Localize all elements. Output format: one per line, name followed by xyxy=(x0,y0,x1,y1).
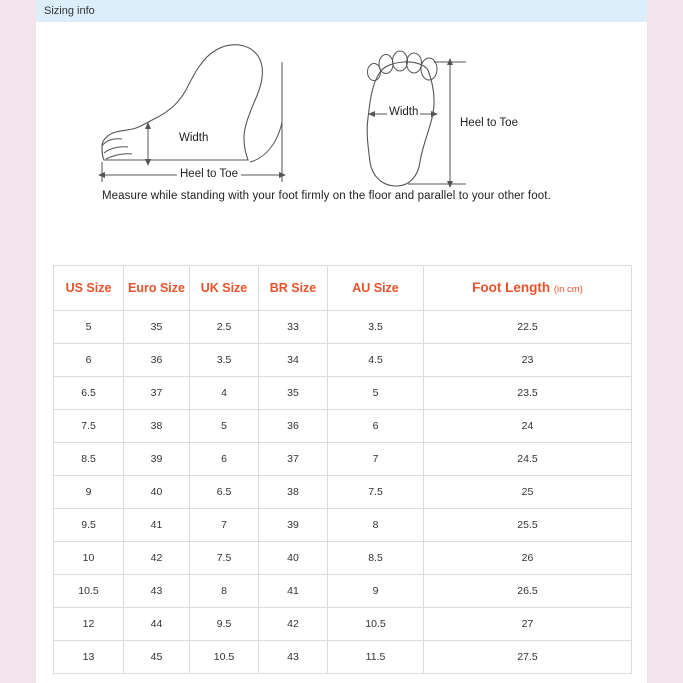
table-cell: 10 xyxy=(54,542,124,575)
table-cell: 24 xyxy=(424,410,632,443)
table-row xyxy=(54,410,632,443)
table-row xyxy=(54,476,632,509)
diagram-svg xyxy=(36,22,647,244)
table-cell: 8.5 xyxy=(54,443,124,476)
table-cell: 3.5 xyxy=(328,311,424,344)
table-cell: 39 xyxy=(259,509,328,542)
table-cell: 42 xyxy=(124,542,190,575)
table-cell: 7.5 xyxy=(328,476,424,509)
table-cell: 41 xyxy=(124,509,190,542)
size-chart-table xyxy=(53,265,632,674)
table-cell: 37 xyxy=(259,443,328,476)
table-cell: 11.5 xyxy=(328,641,424,674)
table-cell: 9.5 xyxy=(54,509,124,542)
table-header-row xyxy=(54,266,632,311)
table-cell: 26.5 xyxy=(424,575,632,608)
table-cell: 5 xyxy=(328,377,424,410)
size-chart-container xyxy=(53,265,631,674)
column-header-au-size: AU Size xyxy=(328,266,424,311)
table-cell: 38 xyxy=(259,476,328,509)
table-cell: 8 xyxy=(328,509,424,542)
table-cell: 4.5 xyxy=(328,344,424,377)
column-header-foot-length xyxy=(424,266,632,311)
table-body xyxy=(54,311,632,674)
table-cell: 36 xyxy=(124,344,190,377)
table-cell: 36 xyxy=(259,410,328,443)
table-cell: 44 xyxy=(124,608,190,641)
table-cell: 40 xyxy=(259,542,328,575)
table-cell: 6.5 xyxy=(190,476,259,509)
table-cell: 27.5 xyxy=(424,641,632,674)
table-cell: 9.5 xyxy=(190,608,259,641)
table-cell: 34 xyxy=(259,344,328,377)
table-cell: 41 xyxy=(259,575,328,608)
table-cell: 35 xyxy=(124,311,190,344)
column-header-euro-size: Euro Size xyxy=(124,266,190,311)
table-cell: 7 xyxy=(190,509,259,542)
measurement-instructions: Measure while standing with your foot firmly on the floor and parallel to your other foot. xyxy=(102,190,551,202)
sizing-info-header xyxy=(36,0,647,22)
table-row xyxy=(54,443,632,476)
column-header-us-size: US Size xyxy=(54,266,124,311)
table-cell: 10.5 xyxy=(54,575,124,608)
table-row xyxy=(54,311,632,344)
table-cell: 6 xyxy=(54,344,124,377)
table-cell: 10.5 xyxy=(190,641,259,674)
table-cell: 43 xyxy=(124,575,190,608)
table-cell: 12 xyxy=(54,608,124,641)
table-cell: 5 xyxy=(190,410,259,443)
table-cell: 35 xyxy=(259,377,328,410)
table-row xyxy=(54,344,632,377)
table-cell: 2.5 xyxy=(190,311,259,344)
table-cell: 27 xyxy=(424,608,632,641)
side-width-label: Width xyxy=(179,132,209,144)
table-cell: 9 xyxy=(328,575,424,608)
table-cell: 22.5 xyxy=(424,311,632,344)
table-cell: 8.5 xyxy=(328,542,424,575)
table-cell: 7.5 xyxy=(190,542,259,575)
top-heel-to-toe-label: Heel to Toe xyxy=(460,117,518,129)
table-row xyxy=(54,377,632,410)
table-cell: 38 xyxy=(124,410,190,443)
table-cell: 43 xyxy=(259,641,328,674)
table-cell: 10.5 xyxy=(328,608,424,641)
table-cell: 7 xyxy=(328,443,424,476)
foot-length-unit: (in cm) xyxy=(553,284,583,296)
page-title: Sizing info xyxy=(44,5,95,17)
table-cell: 3.5 xyxy=(190,344,259,377)
table-cell: 5 xyxy=(54,311,124,344)
table-cell: 33 xyxy=(259,311,328,344)
foot-length-label: Foot Length xyxy=(472,280,551,296)
table-cell: 45 xyxy=(124,641,190,674)
table-row xyxy=(54,641,632,674)
table-cell: 39 xyxy=(124,443,190,476)
table-cell: 8 xyxy=(190,575,259,608)
table-cell: 6.5 xyxy=(54,377,124,410)
table-cell: 4 xyxy=(190,377,259,410)
table-cell: 42 xyxy=(259,608,328,641)
table-cell: 23 xyxy=(424,344,632,377)
foot-measurement-diagram xyxy=(36,22,647,244)
table-row xyxy=(54,608,632,641)
column-header-uk-size: UK Size xyxy=(190,266,259,311)
document-page xyxy=(36,0,647,683)
table-cell: 40 xyxy=(124,476,190,509)
table-cell: 23.5 xyxy=(424,377,632,410)
table-header xyxy=(54,266,632,311)
table-row xyxy=(54,542,632,575)
column-header-br-size: BR Size xyxy=(259,266,328,311)
table-cell: 9 xyxy=(54,476,124,509)
table-cell: 26 xyxy=(424,542,632,575)
table-cell: 6 xyxy=(190,443,259,476)
table-cell: 6 xyxy=(328,410,424,443)
top-width-label: Width xyxy=(389,106,419,118)
table-cell: 37 xyxy=(124,377,190,410)
table-cell: 25.5 xyxy=(424,509,632,542)
table-cell: 24.5 xyxy=(424,443,632,476)
table-cell: 25 xyxy=(424,476,632,509)
table-row xyxy=(54,509,632,542)
table-cell: 7.5 xyxy=(54,410,124,443)
table-cell: 13 xyxy=(54,641,124,674)
side-heel-to-toe-label: Heel to Toe xyxy=(177,168,241,180)
table-row xyxy=(54,575,632,608)
